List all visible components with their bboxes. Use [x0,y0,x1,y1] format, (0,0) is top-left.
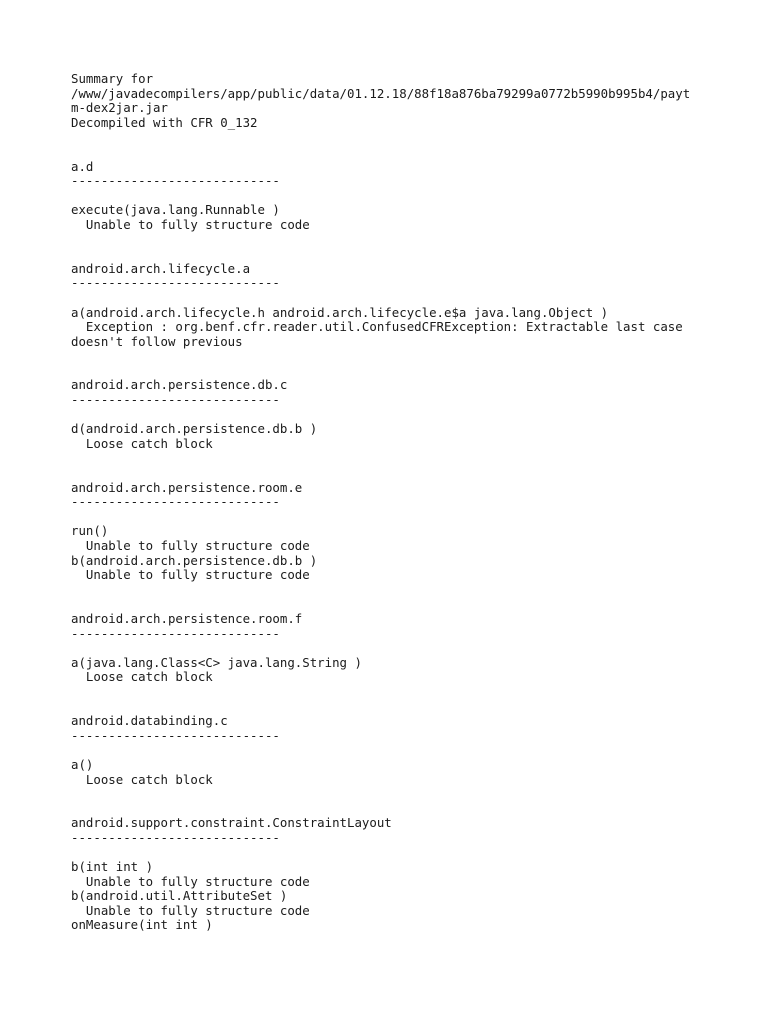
spacer [71,233,728,248]
decompiler-version: Decompiled with CFR 0_132 [71,114,258,130]
spacer [71,451,728,466]
summary-path-continued: m-dex2jar.jar [71,100,168,116]
spacer [71,145,728,160]
method-issue: Exception : org.benf.cfr.reader.util.ConfusedCFRException: Extractable last case [71,319,683,335]
method-signature: a(android.arch.lifecycle.h android.arch.lifecycle.e$a java.lang.Object ) [71,304,609,320]
method-issue: Loose catch block [71,669,213,685]
class-name: a.d [71,158,94,174]
class-section [71,262,728,350]
method-issue-continued: doesn't follow previous [71,333,243,349]
summary-title: Summary for [71,71,154,86]
spacer [71,583,728,598]
spacer [71,510,728,525]
section-divider: ---------------------------- [71,829,280,845]
spacer [71,787,728,802]
spacer [71,845,728,860]
section-divider: ---------------------------- [71,727,280,743]
method-issue: Unable to fully structure code [71,902,310,918]
method-issue: Unable to fully structure code [71,567,310,583]
class-section [71,612,728,685]
class-name: android.support.constraint.ConstraintLayout [71,815,392,831]
spacer [71,364,728,379]
method-signature: a(java.lang.Class<C> java.lang.String ) [71,654,362,670]
method-signature: run() [71,523,109,539]
section-divider: ---------------------------- [71,173,280,189]
summary-path: /www/javadecompilers/app/public/data/01.12.18/88f18a876ba79299a0772b5990b995b4/payt [71,85,691,101]
spacer [71,685,728,700]
spacer [71,130,728,145]
spacer [71,466,728,481]
spacer [71,291,728,306]
summary-header [71,72,728,130]
class-name: android.arch.persistence.room.e [71,479,303,495]
method-issue: Unable to fully structure code [71,538,310,553]
section-divider: ---------------------------- [71,392,280,408]
section-divider: ---------------------------- [71,275,280,291]
class-section [71,160,728,233]
spacer [71,743,728,758]
class-section [71,714,728,787]
section-divider: ---------------------------- [71,494,280,510]
spacer [71,189,728,204]
class-name: android.arch.persistence.db.c [71,377,288,393]
class-section [71,481,728,583]
spacer [71,641,728,656]
class-name: android.arch.lifecycle.a [71,260,251,276]
method-issue: Unable to fully structure code [71,216,310,232]
spacer [71,247,728,262]
spacer [71,349,728,364]
class-section [71,378,728,451]
method-issue: Loose catch block [71,435,213,451]
method-signature: b(android.arch.persistence.db.b ) [71,552,318,568]
section-divider: ---------------------------- [71,625,280,641]
method-signature: b(android.util.AttributeSet ) [71,888,288,904]
method-signature: b(int int ) [71,859,154,875]
method-signature: a() [71,756,94,772]
class-name: android.databinding.c [71,713,228,729]
method-signature: d(android.arch.persistence.db.b ) [71,421,318,437]
spacer [71,597,728,612]
method-issue: Loose catch block [71,771,213,787]
spacer [71,802,728,817]
spacer [71,408,728,423]
class-section [71,816,728,933]
class-name: android.arch.persistence.room.f [71,610,303,626]
spacer [71,700,728,715]
method-issue: Unable to fully structure code [71,873,310,889]
method-signature: onMeasure(int int ) [71,917,213,933]
method-signature: execute(java.lang.Runnable ) [71,202,280,218]
